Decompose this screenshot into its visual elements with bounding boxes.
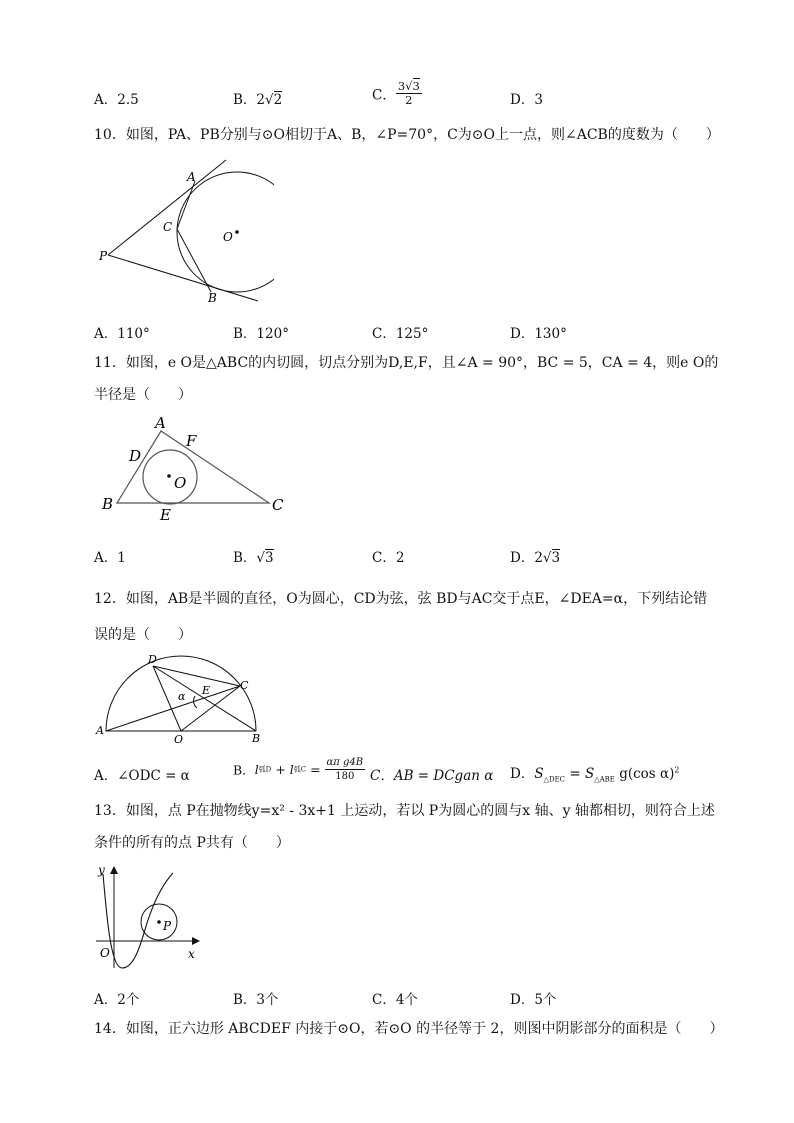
q13-option-c: C．4个 (372, 992, 418, 1008)
q13-label-o: O (100, 946, 110, 960)
q13-x-arrow-icon (192, 937, 200, 945)
q12-label-a: A (96, 724, 104, 737)
q11-option-b (233, 546, 274, 566)
q9-option-c (372, 80, 422, 107)
q13-label-y: y (98, 863, 105, 877)
q12-option-b-den: 180 (335, 771, 355, 782)
q10-label-b: B (208, 291, 217, 305)
q12-angle-arc (194, 696, 197, 708)
q10-label-a: A (187, 170, 196, 184)
q12-option-d-tail: g(cos α) (614, 766, 675, 782)
q13-option-b: B．3个 (233, 992, 279, 1008)
q13-question-line2: 条件的所有的点 P共有（ ） (94, 835, 290, 851)
q12-option-b-sub1: 弧D (258, 765, 272, 774)
sqrt-sign: √ (265, 92, 274, 108)
q11-option-d-radicand: 3 (551, 550, 561, 566)
q12-option-b-num: απ g4B (326, 757, 364, 768)
q12-option-c: C．AB = DCgan α (370, 768, 494, 784)
q12-radius-oc (181, 686, 240, 731)
q12-figure (94, 650, 269, 748)
q11-option-c: C．2 (372, 550, 405, 566)
q11-label-d: D (129, 447, 142, 465)
q11-label-c: C (272, 496, 284, 514)
q11-label-o: O (174, 474, 187, 492)
q10-chord-cb (177, 229, 211, 292)
q12-label-alpha: α (178, 690, 186, 703)
q12-option-b-eq: = (306, 762, 321, 777)
q13-y-arrow-icon (110, 866, 118, 874)
q13-center-dot (157, 920, 161, 924)
q13-label-x: x (188, 947, 195, 961)
q9-option-b-radicand: 2 (273, 92, 283, 108)
q9-c-num-radicand: 3 (412, 79, 420, 93)
q9-option-a: A．2.5 (94, 92, 139, 108)
q10-option-c: C．125° (372, 326, 429, 342)
q11-option-d-prefix: D．2 (510, 550, 543, 566)
q11-label-e: E (160, 506, 171, 522)
q12-option-d-sup: 2 (674, 765, 680, 775)
q12-option-d-prefix: D． (510, 766, 535, 782)
q11-option-a: A．1 (94, 550, 126, 566)
q9-option-b (233, 88, 282, 108)
q12-chord-bd (153, 666, 256, 731)
q11-figure (98, 412, 294, 522)
q10-figure (94, 154, 274, 314)
q12-label-e: E (202, 684, 211, 697)
q10-tangent-pb (108, 255, 258, 301)
sqrt-sign: √ (405, 79, 413, 93)
q11-label-a: A (155, 414, 166, 432)
q10-option-b: B．120° (233, 326, 289, 342)
q11-question-line1: 11．如图，e O是△ABC的内切圆，切点分别为D,E,F，且∠A = 90°，BC = 5，CA = 4，则e O的 (94, 355, 719, 371)
q10-chord-ac (177, 181, 195, 229)
q9-option-c-fraction (396, 80, 422, 107)
sqrt-sign: √ (256, 550, 266, 566)
q10-option-d: D．130° (510, 326, 567, 342)
q12-option-d-sub1: △DEC (543, 775, 566, 784)
q12-chord-dc (153, 666, 240, 686)
q10-option-a: A．110° (94, 326, 150, 342)
q12-label-d: D (148, 653, 157, 666)
q10-label-p: P (99, 249, 108, 263)
q11-center-dot (167, 474, 171, 478)
q12-option-d (510, 762, 680, 784)
q9-c-den: 2 (405, 93, 413, 107)
q12-label-b: B (252, 732, 261, 745)
q14-question: 14．如图，正六边形 ABCDEF 内接于⊙O，若⊙O 的半径等于 2，则图中阴影部分的面积是（ ） (94, 1021, 724, 1037)
q9-c-num: 3 (397, 79, 406, 93)
q9-option-c-prefix: C． (372, 87, 396, 104)
q12-radius-od (153, 666, 181, 731)
q11-option-d (510, 546, 560, 566)
q12-option-b-l: l (254, 762, 259, 777)
q11-label-f: F (186, 432, 197, 450)
q10-label-o: O (223, 230, 233, 244)
q12-option-d-sub2: △ABE (594, 775, 615, 784)
q12-option-b-plus: + l (271, 762, 294, 777)
q12-option-d-eq: = S (565, 766, 595, 782)
q12-option-b-prefix: B． (233, 762, 255, 778)
q13-question-line1: 13．如图，点 P在抛物线y=x² - 3x+1 上运动，若以 P为圆心的圆与x 轴、y 轴都相切，则符合上述 (94, 803, 715, 819)
q13-figure (94, 860, 204, 972)
q11-label-b: B (102, 495, 114, 513)
q10-tangent-pa (108, 160, 226, 255)
q13-option-a: A．2个 (94, 992, 140, 1008)
q12-option-b-sub2: 弧C (293, 765, 307, 774)
q13-label-p: P (163, 919, 172, 933)
q10-question: 10．如图，PA、PB分别与⊙O相切于A、B，∠P=70°，C为⊙O上一点，则∠ACB的度数为（ ） (94, 127, 720, 143)
q12-question-line2: 误的是（ ） (94, 627, 192, 643)
q9-option-b-prefix: B．2 (233, 92, 266, 108)
q11-option-b-prefix: B． (233, 550, 257, 566)
q10-label-c: C (163, 220, 173, 234)
q12-option-a: A．∠ODC = α (94, 768, 190, 784)
q12-option-b (233, 756, 365, 783)
q9-option-d: D．3 (510, 92, 543, 108)
q12-option-d-s: S (534, 766, 544, 782)
sqrt-sign: √ (542, 550, 552, 566)
q11-option-b-radicand: 3 (265, 550, 274, 566)
q12-question-line1: 12．如图，AB是半圆的直径，O为圆心，CD为弦，弦 BD与AC交于点E，∠DEA=α，下列结论错 (94, 591, 708, 607)
q12-label-o: O (174, 733, 184, 746)
q10-center-dot (235, 230, 239, 234)
q13-option-d: D．5个 (510, 992, 557, 1008)
q12-label-c: C (240, 679, 249, 692)
q11-question-line2: 半径是（ ） (94, 387, 192, 403)
q12-option-b-fraction (325, 756, 366, 783)
